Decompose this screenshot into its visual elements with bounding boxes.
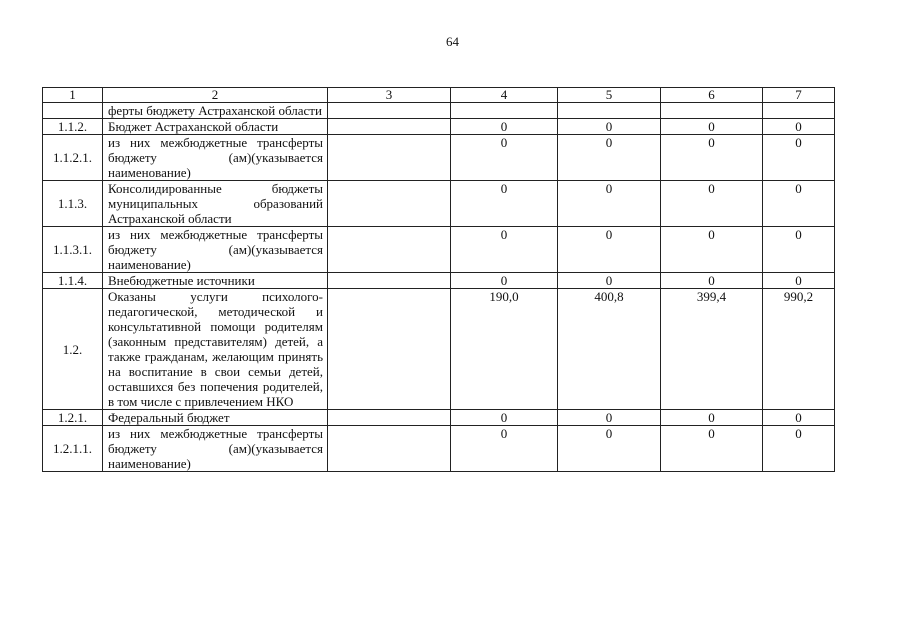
column-header-1: 1 [43, 88, 103, 103]
row-description-cell: Консолидированные бюджеты муниципальных образований Астраханской области [103, 181, 328, 227]
row-code-cell: 1.1.2. [43, 119, 103, 135]
column-4-cell: 0 [451, 181, 558, 227]
table-row [43, 227, 835, 273]
column-4-cell: 0 [451, 410, 558, 426]
column-3-cell [328, 410, 451, 426]
column-4-cell: 0 [451, 273, 558, 289]
column-6-cell: 0 [661, 181, 763, 227]
column-7-cell [763, 103, 835, 119]
column-5-cell: 0 [558, 181, 661, 227]
column-header-5: 5 [558, 88, 661, 103]
column-7-cell: 0 [763, 273, 835, 289]
column-6-cell: 0 [661, 119, 763, 135]
column-5-cell: 400,8 [558, 289, 661, 410]
column-3-cell [328, 273, 451, 289]
row-code-cell: 1.1.2.1. [43, 135, 103, 181]
column-7-cell: 0 [763, 135, 835, 181]
table-row [43, 119, 835, 135]
row-description-cell: из них межбюджетные трансферты бюджету (ам)(указывается наименование) [103, 426, 328, 472]
row-code-cell: 1.2.1.1. [43, 426, 103, 472]
column-header-2: 2 [103, 88, 328, 103]
row-description-cell: из них межбюджетные трансферты бюджету (ам)(указывается наименование) [103, 227, 328, 273]
row-code-cell: 1.1.4. [43, 273, 103, 289]
table-row [43, 289, 835, 410]
column-3-cell [328, 181, 451, 227]
column-7-cell: 990,2 [763, 289, 835, 410]
row-description-cell: из них межбюджетные трансферты бюджету (ам)(указывается наименование) [103, 135, 328, 181]
column-5-cell: 0 [558, 410, 661, 426]
column-6-cell: 0 [661, 227, 763, 273]
column-4-cell: 190,0 [451, 289, 558, 410]
row-description-cell: Федеральный бюджет [103, 410, 328, 426]
table-row [43, 135, 835, 181]
column-5-cell: 0 [558, 273, 661, 289]
column-5-cell [558, 103, 661, 119]
row-code-cell: 1.1.3. [43, 181, 103, 227]
column-6-cell: 0 [661, 410, 763, 426]
table-row [43, 103, 835, 119]
table-row [43, 410, 835, 426]
column-6-cell: 0 [661, 273, 763, 289]
column-5-cell: 0 [558, 426, 661, 472]
column-6-cell: 0 [661, 135, 763, 181]
row-description-cell: Внебюджетные источники [103, 273, 328, 289]
column-3-cell [328, 227, 451, 273]
column-6-cell [661, 103, 763, 119]
column-3-cell [328, 119, 451, 135]
column-4-cell [451, 103, 558, 119]
row-code-cell: 1.2. [43, 289, 103, 410]
column-7-cell: 0 [763, 410, 835, 426]
column-header-7: 7 [763, 88, 835, 103]
row-description-cell: ферты бюджету Астраханской области [103, 103, 328, 119]
column-header-4: 4 [451, 88, 558, 103]
column-3-cell [328, 289, 451, 410]
column-5-cell: 0 [558, 119, 661, 135]
page-number: 64 [446, 34, 459, 49]
column-7-cell: 0 [763, 426, 835, 472]
column-4-cell: 0 [451, 119, 558, 135]
column-header-3: 3 [328, 88, 451, 103]
table-row [43, 273, 835, 289]
column-header-6: 6 [661, 88, 763, 103]
row-description-cell: Оказаны услуги психолого-педагогической, методической и консультативной помощи родителям (законным представителям) детей, а также гражданам, желающим принять на воспитание в свои семьи детей, оставшихся без попечения родителей, в том числе с привлечением НКО [103, 289, 328, 410]
column-3-cell [328, 103, 451, 119]
column-5-cell: 0 [558, 227, 661, 273]
row-code-cell [43, 103, 103, 119]
column-3-cell [328, 135, 451, 181]
column-7-cell: 0 [763, 181, 835, 227]
column-4-cell: 0 [451, 227, 558, 273]
column-7-cell: 0 [763, 227, 835, 273]
table-row [43, 181, 835, 227]
column-6-cell: 399,4 [661, 289, 763, 410]
budget-table [42, 87, 835, 472]
column-4-cell: 0 [451, 135, 558, 181]
table-row [43, 426, 835, 472]
column-6-cell: 0 [661, 426, 763, 472]
table-header-row [43, 88, 835, 103]
row-code-cell: 1.2.1. [43, 410, 103, 426]
row-description-cell: Бюджет Астраханской области [103, 119, 328, 135]
column-4-cell: 0 [451, 426, 558, 472]
column-5-cell: 0 [558, 135, 661, 181]
row-code-cell: 1.1.3.1. [43, 227, 103, 273]
column-3-cell [328, 426, 451, 472]
column-7-cell: 0 [763, 119, 835, 135]
